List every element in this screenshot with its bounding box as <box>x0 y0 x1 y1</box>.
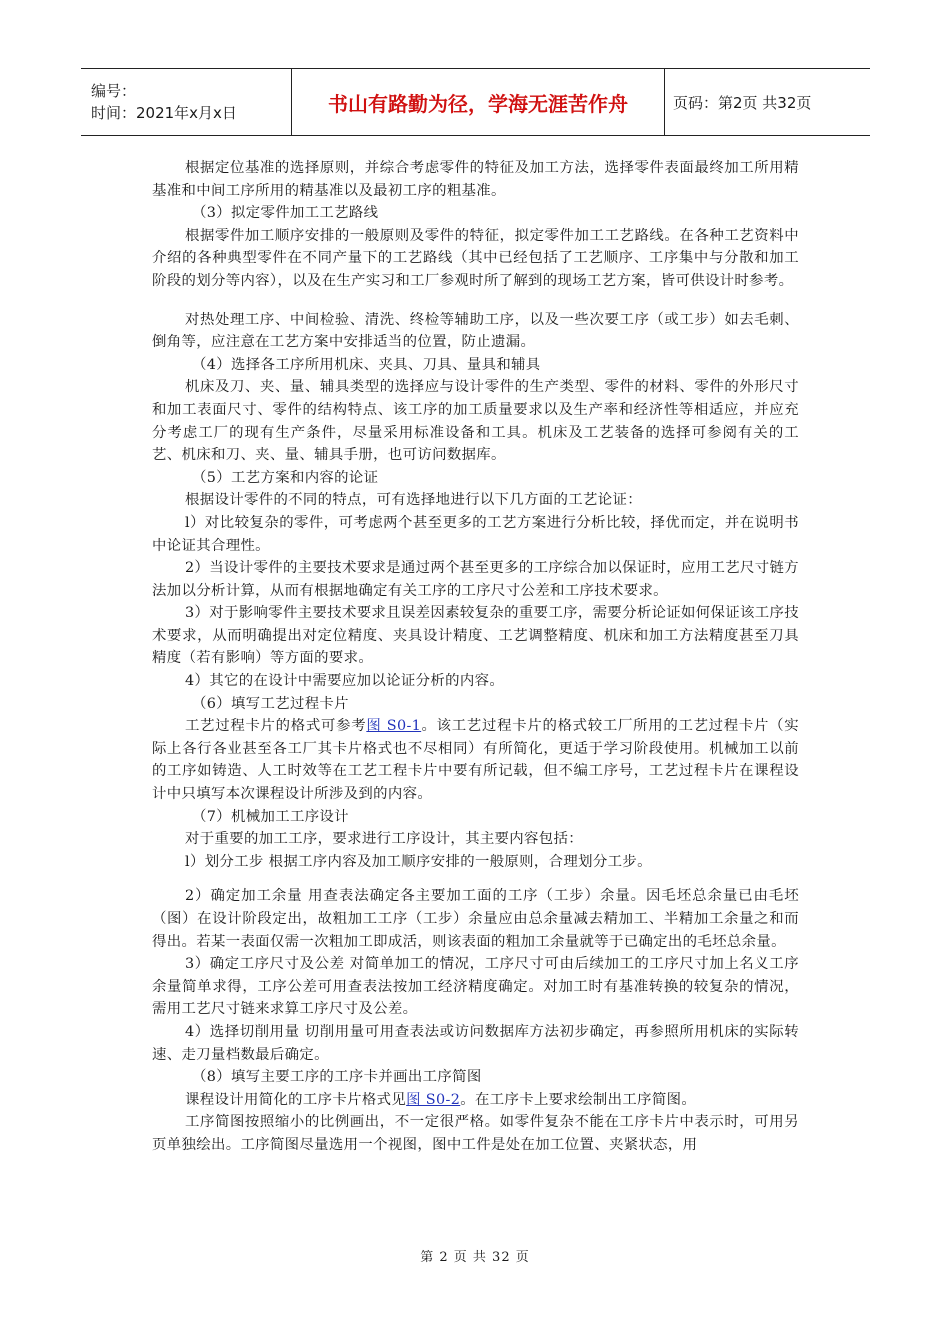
text: 。该工艺过程卡片的格式较工厂所用的工艺过程卡片（实际上各行各业甚至各工厂其卡片格式也不尽相同）有所简化，更适于学习阶段使用。机械加工以前的工序如铸造、人工时效等在工艺工程卡片中要有所记载，但不编工序号，工艺过程卡片在课程设计中只填写本次课程设计所涉及到的内容。 <box>152 718 799 803</box>
paragraph: 工序简图按照缩小的比例画出，不一定很严格。如零件复杂不能在工序卡片中表示时，可用另页单独绘出。工序简图尽量选用一个视图，图中工件是处在加工位置、夹紧状态，用 <box>152 1114 799 1153</box>
figure-link-s0-2[interactable]: 图 S0-2 <box>406 1091 461 1108</box>
text: 工艺过程卡片的格式可参考 <box>185 718 367 735</box>
paragraph: 根据零件加工顺序安排的一般原则及零件的特征，拟定零件加工工艺路线。在各种工艺资料中介绍的各种典型零件在不同产量下的工艺路线（其中已经包括了工艺顺序、工序集中与分散和加工阶段的划分等内容），以及在生产实习和工厂参观时所了解到的现场工艺方案，皆可供设计时参考。 <box>152 227 799 289</box>
paragraph: 根据设计零件的不同的特点，可有选择地进行以下几方面的工艺论证： <box>185 492 642 509</box>
paragraph <box>152 1089 799 1112</box>
list-item: 3）确定工序尺寸及公差 对简单加工的情况，工序尺寸可由后续加工的工序尺寸加上名义工序余量简单求得，工序公差可用查表法按加工经济精度确定。对加工时有基准转换的较复杂的情况，需用工艺尺寸链来求算工序尺寸及公差。 <box>152 956 799 1018</box>
section-heading: （4）选择各工序所用机床、夹具、刀具、量具和辅具 <box>192 356 541 373</box>
paragraph: 对热处理工序、中间检验、清洗、终检等辅助工序，以及一些次要工序（或工步）如去毛刺、倒角等，应注意在工艺方案中安排适当的位置，防止遗漏。 <box>152 311 799 351</box>
paragraph: 对于重要的加工工序，要求进行工序设计，其主要内容包括： <box>185 831 583 848</box>
header-page-info: 页码：第2页 共32页 <box>673 93 812 112</box>
header-meta <box>81 69 292 135</box>
list-item: l）划分工步 根据工序内容及加工顺序安排的一般原则，合理划分工步。 <box>185 853 652 870</box>
text: 。在工序卡上要求绘制出工序简图。 <box>460 1091 697 1108</box>
list-item: l）对比较复杂的零件，可考虑两个甚至更多的工艺方案进行分析比较，择优而定，并在说明书中论证其合理性。 <box>152 514 799 554</box>
document-body <box>152 157 799 1157</box>
section-heading: （3）拟定零件加工工艺路线 <box>192 205 379 222</box>
document-number-label: 编号： <box>91 82 137 100</box>
section-heading: （6）填写工艺过程卡片 <box>192 695 349 712</box>
section-heading: （5）工艺方案和内容的论证 <box>192 469 379 486</box>
list-item: 4）其它的在设计中需要应加以论证分析的内容。 <box>185 673 505 690</box>
paragraph: 机床及刀、夹、量、辅具类型的选择应与设计零件的生产类型、零件的材料、零件的外形尺寸和加工表面尺寸、零件的结构特点、该工序的加工质量要求以及生产率和经济性等相适应，并应充分考虑工厂的现有生产条件，尽量采用标准设备和工具。机床及工艺装备的选择可参阅有关的工艺、机床和刀、夹、量、辅具手册，也可访问数据库。 <box>152 379 799 464</box>
section-heading: （8）填写主要工序的工序卡并画出工序简图 <box>192 1069 482 1086</box>
section-heading: （7）机械加工工序设计 <box>192 808 349 825</box>
figure-link-s0-1[interactable]: 图 S0-1 <box>366 718 422 735</box>
page-footer: 第 2 页 共 32 页 <box>420 1250 530 1265</box>
list-item: 2）确定加工余量 用查表法确定各主要加工面的工序（工步）余量。因毛坯总余量已由毛坯（图）在设计阶段定出，故粗加工工序（工步）余量应由总余量减去精加工、半精加工余量之和而得出。若某一表面仅需一次粗加工即成活，则该表面的粗加工余量就等于已确定出的毛坯总余量。 <box>152 888 799 950</box>
list-item: 2）当设计零件的主要技术要求是通过两个甚至更多的工序综合加以保证时，应用工艺尺寸链方法加以分析计算，从而有根据地确定有关工序的工序尺寸公差和工序技术要求。 <box>152 560 799 599</box>
paragraph <box>152 715 799 805</box>
paragraph: 根据定位基准的选择原则，并综合考虑零件的特征及加工方法，选择零件表面最终加工所用精基准和中间工序所用的精基准以及最初工序的粗基准。 <box>152 160 799 199</box>
text: 课程设计用简化的工序卡片格式见 <box>185 1091 407 1108</box>
list-item: 3）对于影响零件主要技术要求且误差因素较复杂的重要工序，需要分析论证如何保证该工序技术要求，从而明确提出对定位精度、夹具设计精度、工艺调整精度、机床和加工方法精度甚至刀具精度（若有影响）等方面的要求。 <box>152 605 799 667</box>
header-motto: 书山有路勤为径，学海无涯苦作舟 <box>292 69 665 135</box>
list-item: 4）选择切削用量 切削用量可用查表法或访问数据库方法初步确定，再参照所用机床的实际转速、走刀量档数最后确定。 <box>152 1023 799 1063</box>
document-date-label: 时间：2021年x月x日 <box>91 104 237 122</box>
page-header <box>81 68 870 136</box>
